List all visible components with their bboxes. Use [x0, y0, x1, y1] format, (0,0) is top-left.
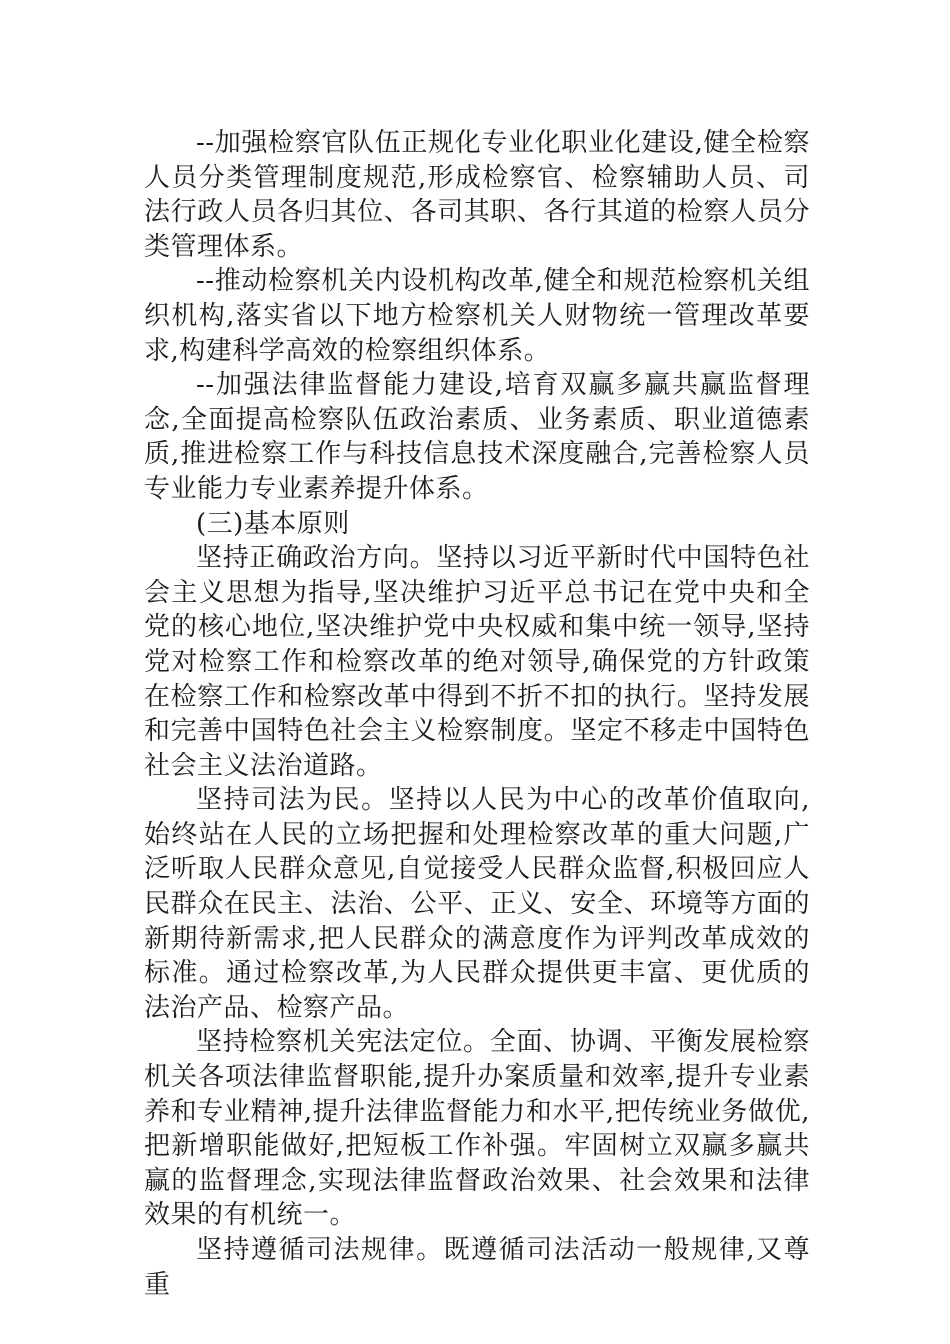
paragraph-supervision-capacity: --加强法律监督能力建设,培育双赢多赢共赢监督理念,全面提高检察队伍政治素质、业务素质、职业道德素质,推进检察工作与科技信息技术深度融合,完善检察人员专业能力专业素养提升体系。 — [144, 370, 810, 504]
paragraph-justice-for-people: 坚持司法为民。坚持以人民为中心的改革价值取向,始终站在人民的立场把握和处理检察改革的重大问题,广泛听取人民群众意见,自觉接受人民群众监督,积极回应人民群众在民主、法治、公平、正义、安全、环境等方面的新期待新需求,把人民群众的满意度作为评判改革成效的标准。通过检察改革,为人民群众提供更丰富、更优质的法治产品、检察产品。 — [144, 785, 810, 1023]
document-body — [144, 126, 810, 1302]
paragraph-judicial-rules: 坚持遵循司法规律。既遵循司法活动一般规律,又尊重 — [144, 1235, 810, 1300]
paragraph-internal-reform: --推动检察机关内设机构改革,健全和规范检察机关组织机构,落实省以下地方检察机关人财物统一管理改革要求,构建科学高效的检察组织体系。 — [144, 266, 810, 366]
paragraph-political-direction: 坚持正确政治方向。坚持以习近平新时代中国特色社会主义思想为指导,坚决维护习近平总书记在党中央和全党的核心地位,坚决维护党中央权威和集中统一领导,坚持党对检察工作和检察改革的绝对领导,确保党的方针政策在检察工作和检察改革中得到不折不扣的执行。坚持发展和完善中国特色社会主义检察制度。坚定不移走中国特色社会主义法治道路。 — [144, 543, 810, 781]
paragraph-prosecutor-team: --加强检察官队伍正规化专业化职业化建设,健全检察人员分类管理制度规范,形成检察官、检察辅助人员、司法行政人员各归其位、各司其职、各行其道的检察人员分类管理体系。 — [144, 128, 810, 262]
paragraph-constitutional-position: 坚持检察机关宪法定位。全面、协调、平衡发展检察机关各项法律监督职能,提升办案质量和效率,提升专业素养和专业精神,提升法律监督能力和水平,把传统业务做优,把新增职能做好,把短板工作补强。牢固树立双赢多赢共赢的监督理念,实现法律监督政治效果、社会效果和法律效果的有机统一。 — [144, 1027, 810, 1231]
section-heading-basic-principles: (三)基本原则 — [196, 508, 350, 539]
